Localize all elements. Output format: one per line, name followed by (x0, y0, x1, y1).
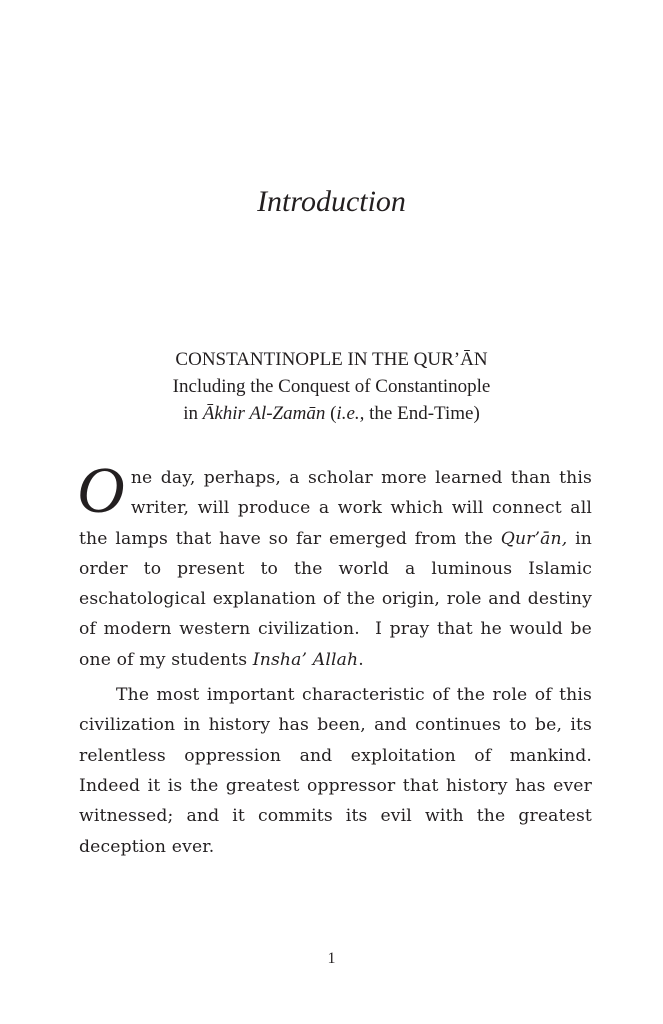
paragraph-1-text-c: . (358, 649, 364, 670)
paragraph-1 (77, 454, 593, 675)
drop-cap: O (77, 454, 125, 527)
subheading-line-2: Including the Conquest of Constantinople (172, 376, 491, 397)
subheading-line-3-italic: Ākhir Al-Zamān (202, 403, 326, 424)
chapter-title: Introduction (257, 185, 406, 218)
subheading-line-3-mid: ( (325, 403, 337, 424)
paragraph-1-italic-a: Qur’ān, (500, 528, 568, 549)
body-text (77, 454, 593, 862)
subheading-line-3-italic-2: i.e., (336, 403, 365, 424)
paragraph-1-italic-b: Insha’ Allah (252, 649, 359, 670)
paragraph-1-text-b: in order to present to the world a luminous Islamic eschatological explanation of the origin, role and destiny of modern western civilization. I pray that he would be one of my students (79, 528, 593, 670)
subheading-line-3-post: the End-Time) (364, 403, 480, 424)
subheading-line-3-pre: in (183, 403, 203, 424)
section-subheading (0, 346, 663, 427)
subheading-line-1: CONSTANTINOPLE IN THE QUR’ĀN (175, 349, 488, 370)
subheading-line-3 (0, 400, 663, 427)
paragraph-1-text-a: ne day, perhaps, a scholar more learned than this writer, will produce a work which will connect all the lamps that have so far emerged from the (79, 468, 592, 549)
paragraph-2: The most important characteristic of the role of this civilization in history has been, and continues to be, its relentless oppression and exploitation of mankind. Indeed it is the greatest oppressor that history has ever witnessed; and it commits its evil with the greatest deception ever. (79, 685, 592, 857)
page-number: 1 (327, 950, 336, 967)
